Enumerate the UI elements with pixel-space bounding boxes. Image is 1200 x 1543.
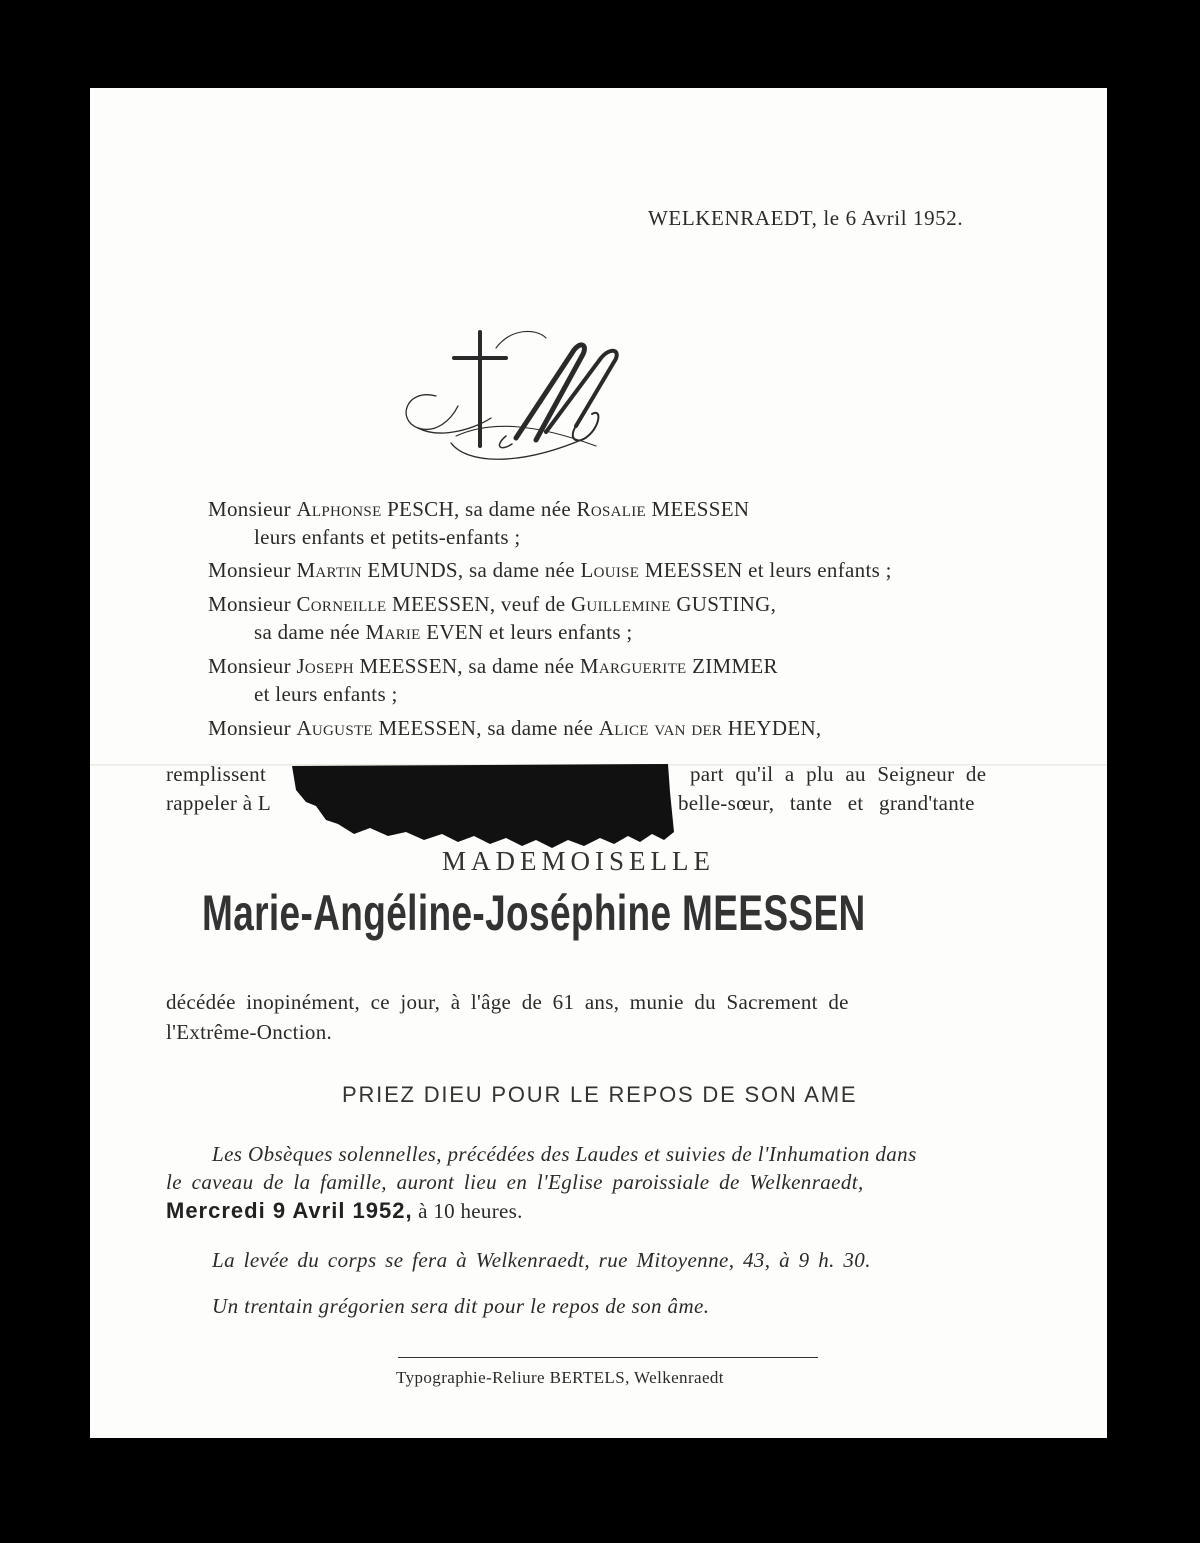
funeral-line-2: le caveau de la famille, auront lieu en l'Eglise paroissiale de Welkenraedt,	[166, 1170, 864, 1194]
redaction-patch	[292, 762, 676, 859]
dateline: WELKENRAEDT, le 6 Avril 1952.	[648, 206, 964, 230]
footer-rule	[398, 1357, 818, 1358]
trental-line: Un trentain grégorien sera dit pour le repos de son âme.	[212, 1294, 710, 1318]
deceased-name: Marie-Angéline-Joséphine MEESSEN	[202, 885, 866, 941]
mourner-5-line-1: Monsieur Auguste MEESSEN, sa dame née Alice van der HEYDEN,	[208, 716, 822, 740]
mourner-4-line-2: et leurs enfants ;	[254, 682, 398, 706]
prayer-heading: PRIEZ DIEU POUR LE REPOS DE SON AME	[342, 1082, 858, 1107]
death-notice-line-2: l'Extrême-Onction.	[166, 1020, 333, 1044]
funeral-date-line	[166, 1198, 523, 1224]
funeral-line-1: Les Obsèques solennelles, précédées des Laudes et suivies de l'Inhumation dans	[212, 1142, 917, 1166]
death-notice-line-1: décédée inopinément, ce jour, à l'âge de 61 ans, munie du Sacrement de	[166, 990, 849, 1014]
announcement-line-2-left: rappeler à L	[166, 791, 272, 815]
announcement-line-1-right: part qu'il a plu au Seigneur de	[690, 762, 987, 786]
funeral-time: à 10 heures.	[412, 1199, 523, 1223]
mourner-3-line-2: sa dame née Marie EVEN et leurs enfants ;	[254, 620, 633, 644]
mourner-2-line-1: Monsieur Martin EMUNDS, sa dame née Louise MEESSEN et leurs enfants ;	[208, 558, 892, 582]
mourner-4-line-1: Monsieur Joseph MEESSEN, sa dame née Marguerite ZIMMER	[208, 654, 778, 678]
mourner-1-line-2: leurs enfants et petits-enfants ;	[254, 525, 521, 549]
cross-and-monogram-M-icon	[396, 328, 636, 478]
deceased-title: MADEMOISELLE	[442, 846, 715, 876]
funeral-date: Mercredi 9 Avril 1952,	[166, 1198, 413, 1223]
announcement-line-2-right: belle-sœur, tante et grand'tante	[678, 791, 975, 815]
cortege-line: La levée du corps se fera à Welkenraedt, rue Mitoyenne, 43, à 9 h. 30.	[212, 1248, 871, 1272]
printer-credit: Typographie-Reliure BERTELS, Welkenraedt	[396, 1368, 724, 1387]
mourner-1-line-1: Monsieur Alphonse PESCH, sa dame née Rosalie MEESSEN	[208, 497, 750, 521]
announcement-line-1-left: remplissent	[166, 762, 267, 786]
mourner-3-line-1: Monsieur Corneille MEESSEN, veuf de Guillemine GUSTING,	[208, 592, 777, 616]
